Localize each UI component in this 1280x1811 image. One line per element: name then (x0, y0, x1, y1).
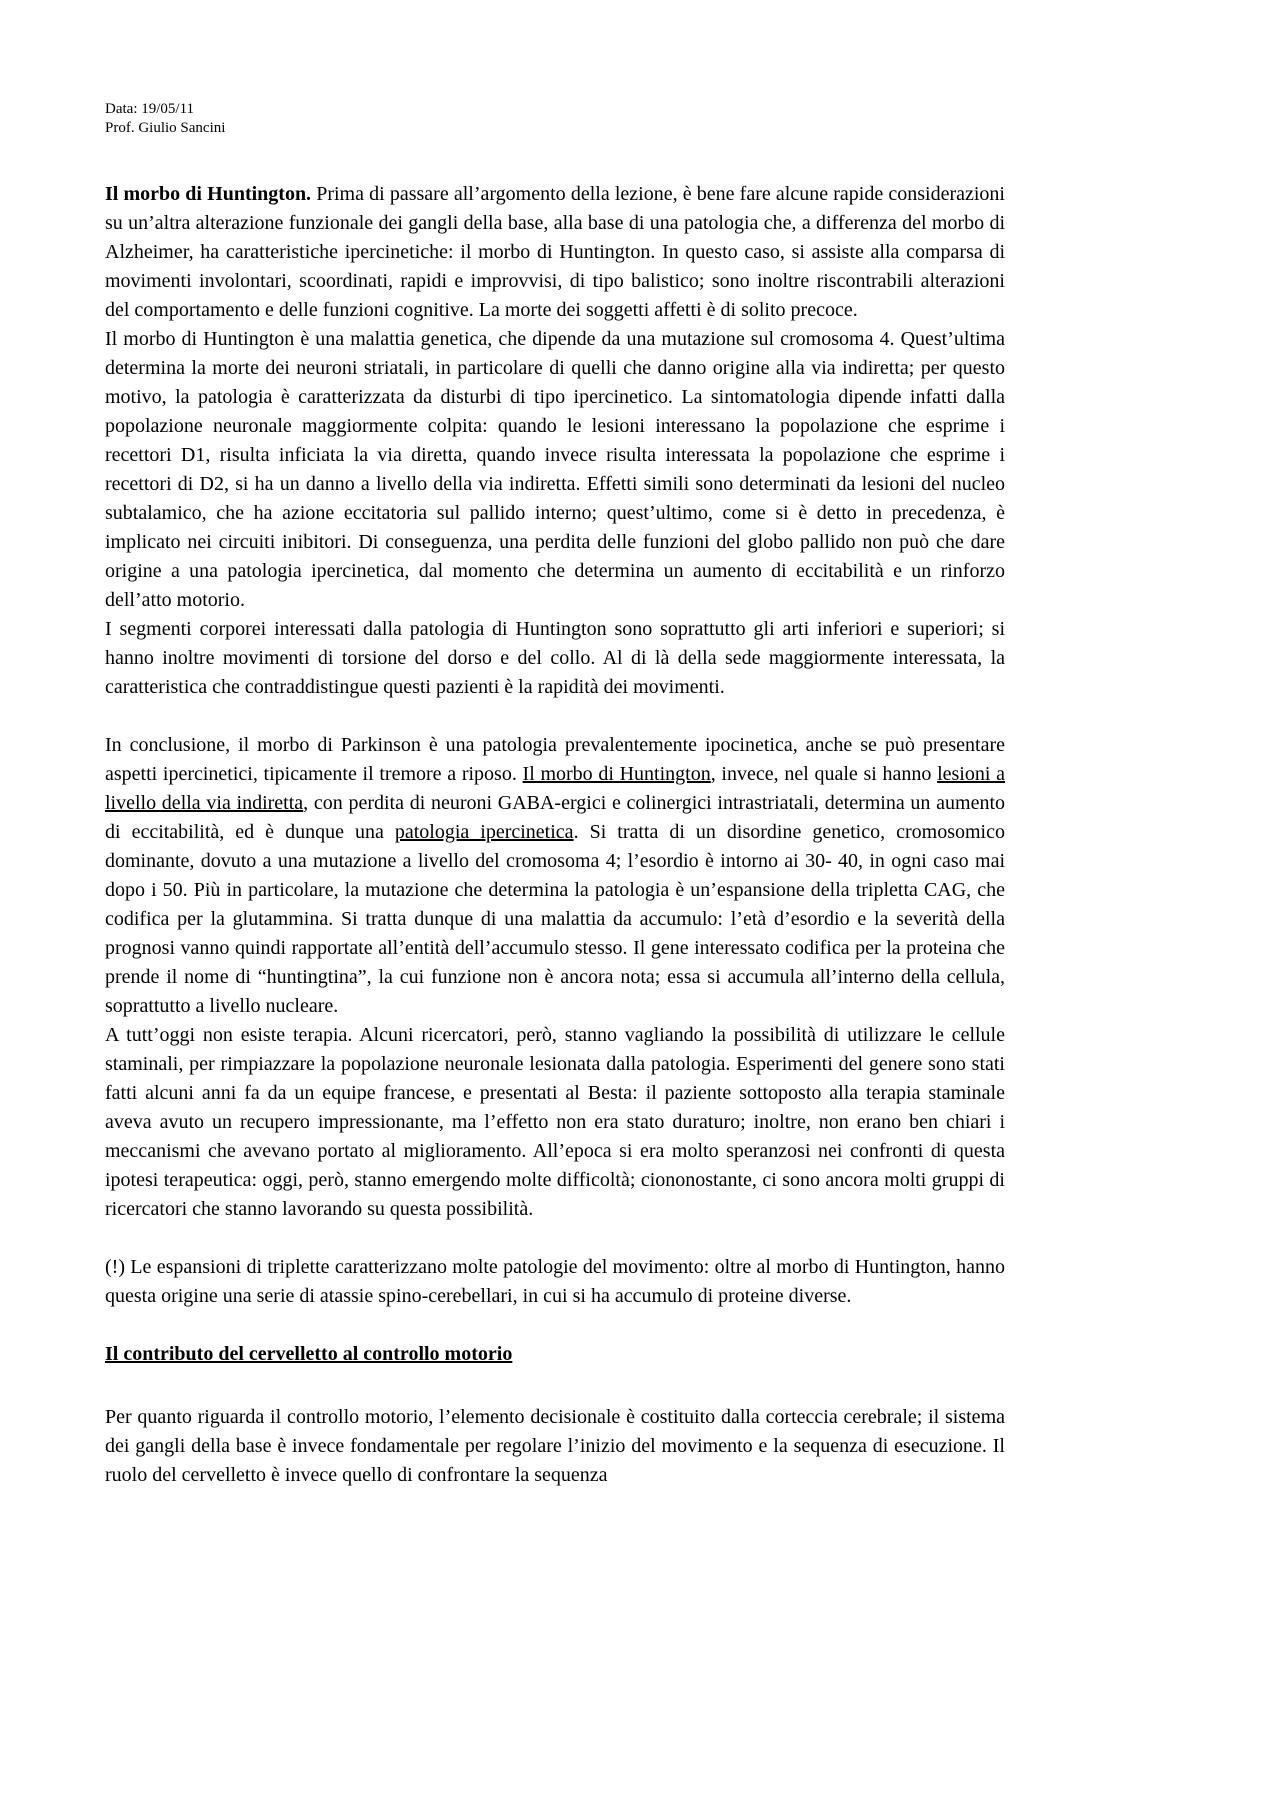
paragraph (105, 731, 1005, 1021)
text-segment: Il contributo del cervelletto al controllo motorio (105, 1343, 513, 1365)
paragraph (105, 1403, 1005, 1490)
document-date: Data: 19/05/11 (105, 101, 195, 117)
text-segment: Prima di passare all’argomento della lezione, è bene fare alcune rapide considerazioni su un’altra alterazione funzionale dei gangli della base, alla base di una patologia che, a differenza del morbo di Alzheimer, ha caratteristiche ipercinetiche: il morbo di Huntington. In questo caso, si assiste alla comparsa di movimenti involontari, scoordinati, rapidi e improvvisi, di tipo balistico; sono inoltre riscontrabili alterazioni del comportamento e delle funzioni cognitive. La morte dei soggetti affetti è di solito precoce. (105, 183, 1005, 321)
text-segment: I segmenti corporei interessati dalla patologia di Huntington sono soprattutto gli arti inferiori e superiori; si hanno inoltre movimenti di torsione del dorso e del collo. Al di là della sede maggiormente interessata, la caratteristica che contraddistingue questi pazienti è la rapidità dei movimenti. (105, 618, 1005, 698)
text-segment: Il morbo di Huntington (522, 763, 711, 785)
text-segment: , invece, nel quale si hanno (710, 763, 938, 785)
text-segment: Il morbo di Huntington. (105, 183, 312, 205)
document-header (105, 100, 1005, 138)
paragraph (105, 1021, 1005, 1224)
text-segment: Per quanto riguarda il controllo motorio, l’elemento decisionale è costituito dalla corteccia cerebrale; il sistema dei gangli della base è invece fondamentale per regolare l’inizio del movimento e la sequenza di esecuzione. Il ruolo del cervelletto è invece quello di confrontare la sequenza (105, 1406, 1005, 1486)
text-segment: In conclusione, il morbo di Parkinson è una patologia prevalentemente ipocinetica, anche se può presentare aspetti ipercinetici, tipicamente il tremore a riposo. (105, 734, 1005, 785)
text-segment: . Si tratta di un disordine genetico, cromosomico dominante, dovuto a una mutazione a livello del cromosoma 4; l’esordio è intorno ai 30- 40, in ogni caso mai dopo i 50. Più in particolare, la mutazione che determina la patologia è un’espansione della tripletta CAG, che codifica per la glutammina. Si tratta dunque di una malattia da accumulo: l’età d’esordio e la severità della prognosi vanno quindi rapportate all’entità dell’accumulo stesso. Il gene interessato codifica per la proteina che prende il nome di “huntingtina”, la cui funzione non è ancora nota; essa si accumula all’interno della cellula, soprattutto a livello nucleare. (105, 821, 1005, 1017)
text-segment: Il morbo di Huntington è una malattia genetica, che dipende da una mutazione sul cromosoma 4. Quest’ultima determina la morte dei neuroni striatali, in particolare di quelli che danno origine alla via indiretta; per questo motivo, la patologia è caratterizzata da disturbi di tipo ipercinetico. La sintomatologia dipende infatti dalla popolazione neuronale maggiormente colpita: quando le lesioni interessano la popolazione che esprime i recettori D1, risulta inficiata la via diretta, quando invece risulta interessata la popolazione che esprime i recettori di D2, si ha un danno a livello della via indiretta. Effetti simili sono determinati da lesioni del nucleo subtalamico, che ha azione eccitatoria sul pallido interno; quest’ultimo, come si è detto in precedenza, è implicato nei circuiti inibitori. Di conseguenza, una perdita delle funzioni del globo pallido non può che dare origine a una patologia ipercinetica, dal momento che determina un aumento di eccitabilità e un rinforzo dell’atto motorio. (105, 328, 1005, 611)
document-paragraphs (105, 180, 1005, 1490)
text-segment: patologia ipercinetica (394, 821, 574, 843)
document-author: Prof. Giulio Sancini (105, 120, 226, 136)
text-segment: A tutt’oggi non esiste terapia. Alcuni ricercatori, però, stanno vagliando la possibilità di utilizzare le cellule staminali, per rimpiazzare la popolazione neuronale lesionata dalla patologia. Esperimenti del genere sono stati fatti alcuni anni fa da un equipe francese, e presentati al Besta: il paziente sottoposto alla terapia staminale aveva avuto un recupero impressionante, ma l’effetto non era stato duraturo; inoltre, non erano ben chiari i meccanismi che avevano portato al miglioramento. All’epoca si era molto speranzosi nei confronti di questa ipotesi terapeutica: oggi, però, stanno emergendo molte difficoltà; ciononostante, ci sono ancora molti gruppi di ricercatori che stanno lavorando su questa possibilità. (105, 1024, 1005, 1220)
paragraph (105, 1253, 1005, 1311)
text-segment: (!) Le espansioni di triplette caratterizzano molte patologie del movimento: oltre al morbo di Huntington, hanno questa origine una serie di atassie spino-cerebellari, in cui si ha accumulo di proteine diverse. (105, 1256, 1005, 1307)
section-heading (105, 1340, 1005, 1369)
paragraph (105, 325, 1005, 615)
paragraph (105, 180, 1005, 325)
text-segment: , con perdita di neuroni GABA-ergici e colinergici intrastriatali, determina un aumento di eccitabilità, ed è dunque una (105, 792, 1005, 843)
text-segment: lesioni a livello della via indiretta (105, 763, 1005, 814)
paragraph (105, 615, 1005, 702)
